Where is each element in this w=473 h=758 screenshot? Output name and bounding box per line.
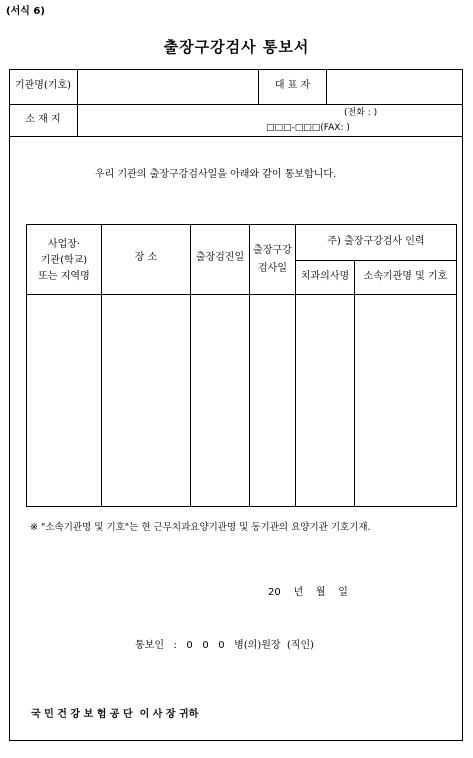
cell-visit-date[interactable] <box>191 295 249 506</box>
intro-text: 우리 기관의 출장구강검사일을 아래와 같이 통보합니다. <box>95 169 337 180</box>
cell-affiliation[interactable] <box>355 295 456 506</box>
org-field[interactable] <box>78 70 258 104</box>
cell-place[interactable] <box>102 295 190 506</box>
col-dentist-header: 치과의사명 <box>300 271 350 282</box>
col-exam-date-header <box>250 242 295 278</box>
rep-label: 대 표 자 <box>274 80 311 91</box>
col-site-line-2: 기관(학교) <box>40 255 88 266</box>
notifier-line: 통보인 : 0 0 0 병(의)원장 (직인) <box>135 640 315 651</box>
col-place-header: 장 소 <box>134 252 158 263</box>
col-exam-date-line-2: 검사일 <box>258 263 287 274</box>
col-site-header <box>27 237 101 285</box>
footnote: ※ "소속기관명 및 기호"는 현 근무치과요양기관명 및 동기관의 요양기관 기호기재. <box>30 522 371 533</box>
col-visit-date-header: 출장검진일 <box>195 252 245 263</box>
col-site-line-3: 또는 지역명 <box>38 271 90 282</box>
page-title: 출장구강검사 통보서 <box>163 38 310 56</box>
rep-field[interactable] <box>327 70 462 104</box>
fax-line[interactable]: □□□-□□□(FAX: ) <box>266 123 350 133</box>
date-line[interactable]: 20 년 월 일 <box>268 587 348 598</box>
cell-site[interactable] <box>27 295 101 506</box>
col-site-line-1: 사업장· <box>47 239 81 250</box>
org-label: 기관명(기호) <box>14 80 72 91</box>
col-affiliation-header: 소속기관명 및 기호 <box>363 271 448 282</box>
phone-line[interactable]: (전화 : ) <box>344 108 378 118</box>
address-label: 소 재 지 <box>25 114 61 125</box>
recipient: 국 민 건 강 보 험 공 단 이 사 장 귀하 <box>31 709 199 720</box>
staff-group-header: 주) 출장구강검사 인력 <box>327 236 425 247</box>
col-exam-date-line-1: 출장구강 <box>253 245 292 256</box>
cell-dentist[interactable] <box>296 295 354 506</box>
cell-exam-date[interactable] <box>250 295 295 506</box>
form-number: (서식 6) <box>6 6 45 17</box>
